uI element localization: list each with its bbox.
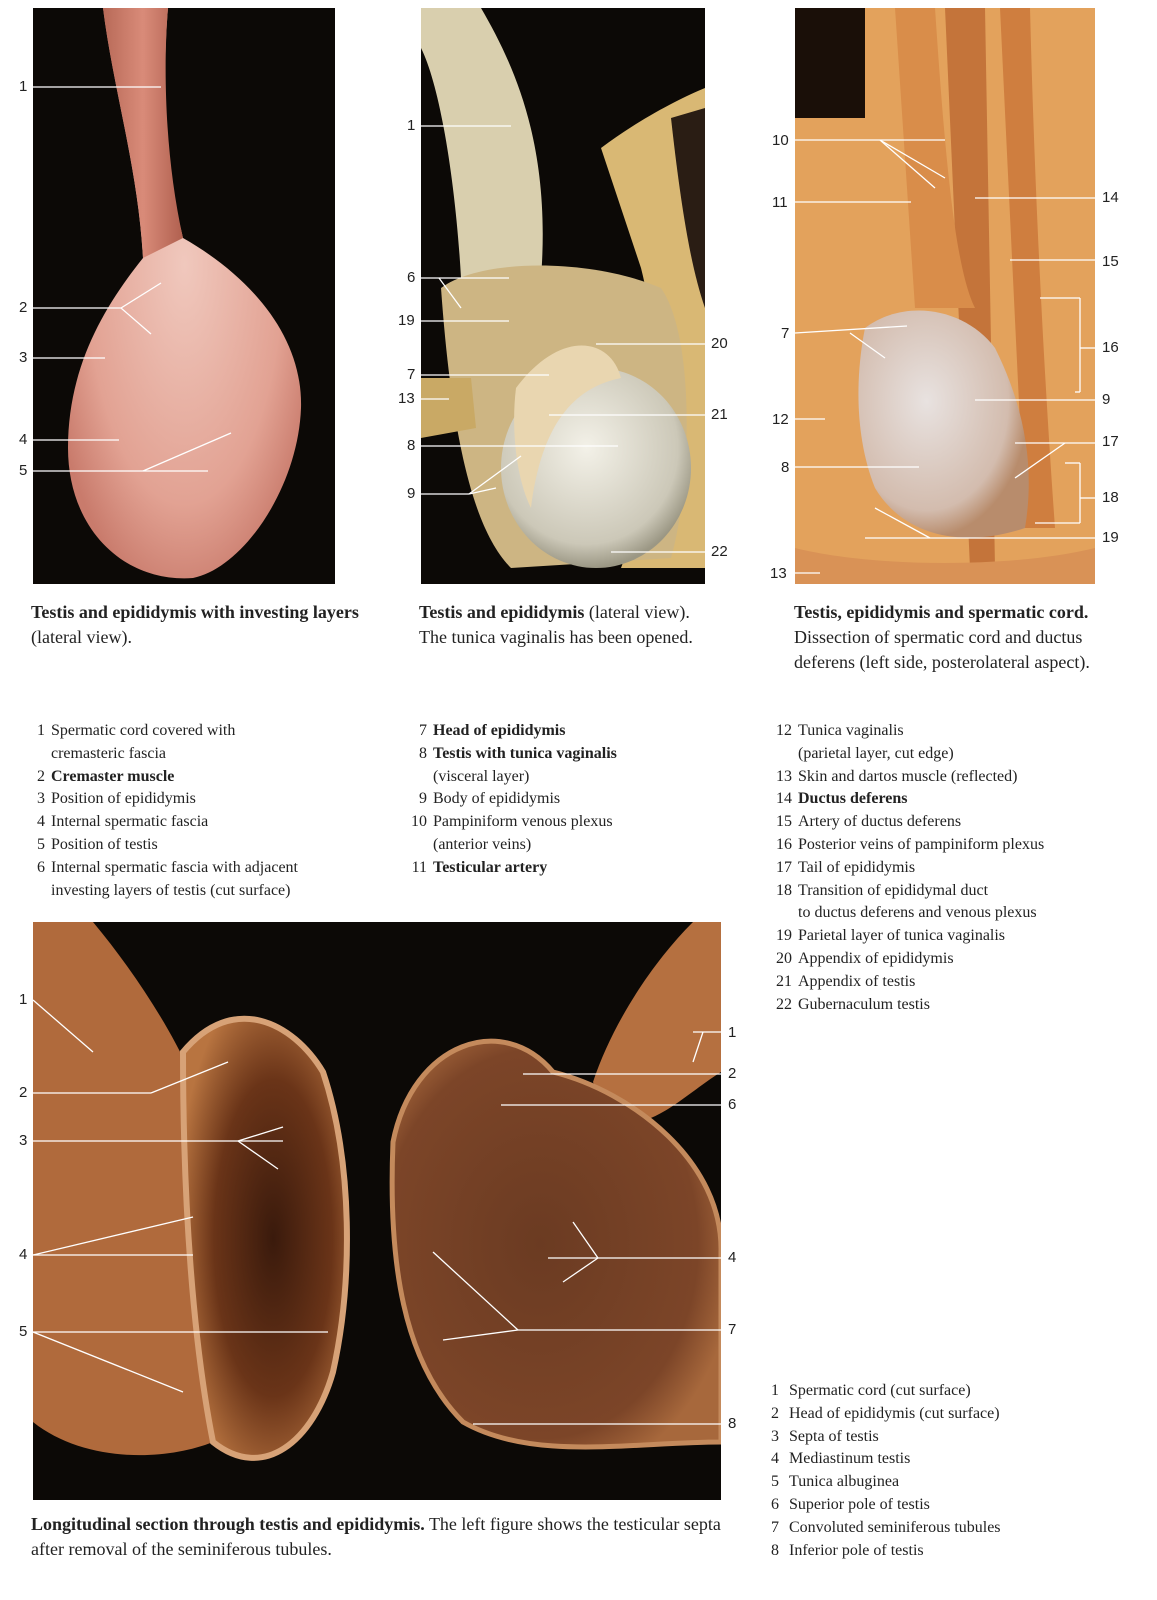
marker-1: 1 — [19, 78, 28, 95]
legend-item — [407, 811, 737, 857]
legend-item — [407, 788, 737, 811]
legend-item — [772, 994, 1152, 1017]
marker-13: 13 — [770, 565, 787, 582]
legend-item — [772, 857, 1152, 880]
legend-text: Appendix of testis — [798, 972, 916, 990]
legend-item — [407, 743, 737, 789]
legend-text: Superior pole of testis — [789, 1495, 930, 1513]
legend-item — [25, 857, 385, 903]
legend-text-continued: cremasteric fascia — [51, 744, 167, 762]
legend-text-continued: to ductus deferens and venous plexus — [798, 904, 1037, 922]
legend-item — [765, 1380, 1145, 1403]
marker-4: 4 — [728, 1249, 737, 1266]
photo-drawing — [421, 8, 705, 584]
legend-number: 8 — [419, 744, 427, 762]
legend-text: Inferior pole of testis — [789, 1541, 924, 1559]
legend-text: Ductus deferens — [798, 790, 908, 808]
legend-text: Spermatic cord (cut surface) — [789, 1382, 971, 1399]
legend-item — [765, 1403, 1145, 1426]
legend-number: 14 — [776, 790, 792, 808]
legend-number: 3 — [37, 790, 45, 808]
legend-text: Internal spermatic fascia with adjacent — [51, 858, 298, 876]
legend-list-a — [25, 720, 385, 902]
legend-number: 13 — [776, 767, 792, 785]
legend-number: 12 — [776, 722, 792, 739]
legend-text: Pampiniform venous plexus — [433, 813, 613, 831]
marker-8: 8 — [781, 459, 790, 476]
legend-text: Skin and dartos muscle (reflected) — [798, 767, 1018, 785]
marker-12: 12 — [772, 411, 789, 428]
marker-20: 20 — [711, 335, 728, 352]
legend-item — [25, 720, 385, 766]
legend-item — [772, 834, 1152, 857]
legend-number: 6 — [771, 1495, 779, 1513]
legend-item — [772, 766, 1152, 789]
legend-list-c — [772, 720, 1152, 1016]
marker-16: 16 — [1102, 339, 1119, 356]
legend-number: 5 — [37, 835, 45, 853]
legend-number: 7 — [419, 722, 427, 739]
legend-item — [772, 971, 1152, 994]
legend-number: 1 — [771, 1382, 779, 1399]
legend-text: Artery of ductus deferens — [798, 813, 962, 831]
legend-text: Position of testis — [51, 835, 158, 853]
legend-number: 3 — [771, 1427, 779, 1445]
marker-5: 5 — [19, 462, 28, 479]
photo-testis-tunica-opened — [421, 8, 705, 584]
legend-list-d — [765, 1380, 1145, 1562]
legend-item — [772, 811, 1152, 834]
photo-drawing — [33, 8, 335, 584]
marker-17: 17 — [1102, 433, 1119, 450]
legend-item — [25, 811, 385, 834]
legend-text-continued: (parietal layer, cut edge) — [798, 744, 954, 762]
legend-item — [772, 720, 1152, 766]
legend-number: 7 — [771, 1518, 779, 1536]
legend-number: 18 — [776, 881, 792, 899]
legend-text: Body of epididymis — [433, 790, 561, 808]
marker-1: 1 — [407, 117, 416, 134]
marker-19: 19 — [1102, 529, 1119, 546]
legend-number: 22 — [776, 995, 792, 1013]
photo-testis-investing-layers — [33, 8, 335, 584]
photo-drawing — [33, 922, 721, 1500]
legend-item — [765, 1426, 1145, 1449]
marker-8: 8 — [728, 1415, 737, 1432]
marker-10: 10 — [772, 132, 789, 149]
marker-4: 4 — [19, 431, 28, 448]
marker-9: 9 — [407, 485, 416, 502]
legend-text: Parietal layer of tunica vaginalis — [798, 927, 1006, 945]
legend-text: Posterior veins of pampiniform plexus — [798, 835, 1045, 853]
marker-15: 15 — [1102, 253, 1119, 270]
marker-11: 11 — [772, 194, 788, 211]
legend-number: 1 — [37, 722, 45, 739]
marker-9: 9 — [1102, 391, 1111, 408]
legend-text: Position of epididymis — [51, 790, 196, 808]
marker-2: 2 — [19, 1084, 28, 1101]
legend-text-continued: investing layers of testis (cut surface) — [51, 881, 291, 899]
legend-number: 2 — [37, 767, 45, 785]
photo-spermatic-cord-dissection — [795, 8, 1095, 584]
legend-text: Cremaster muscle — [51, 767, 175, 785]
marker-7: 7 — [407, 366, 416, 383]
legend-number: 8 — [771, 1541, 779, 1559]
legend-text: Mediastinum testis — [789, 1450, 911, 1468]
marker-21: 21 — [711, 406, 728, 423]
legend-item — [765, 1517, 1145, 1540]
legend-text: Internal spermatic fascia — [51, 813, 209, 831]
photo-longitudinal-section — [33, 922, 721, 1500]
legend-item — [765, 1448, 1145, 1471]
marker-5: 5 — [19, 1323, 28, 1340]
marker-6: 6 — [407, 269, 416, 286]
marker-1: 1 — [728, 1024, 737, 1041]
marker-22: 22 — [711, 543, 728, 560]
marker-19: 19 — [398, 312, 415, 329]
legend-item — [772, 948, 1152, 971]
legend-number: 6 — [37, 858, 45, 876]
legend-text: Tunica albuginea — [789, 1473, 900, 1491]
legend-item — [25, 834, 385, 857]
legend-text: Head of epididymis — [433, 722, 566, 739]
legend-text-continued: (visceral layer) — [433, 767, 530, 785]
legend-text: Appendix of epididymis — [798, 949, 954, 967]
legend-item — [407, 857, 737, 880]
legend-text: Convoluted seminiferous tubules — [789, 1518, 1001, 1536]
marker-7: 7 — [781, 325, 790, 342]
legend-item — [765, 1494, 1145, 1517]
photo-drawing — [795, 8, 1095, 584]
legend-item — [772, 788, 1152, 811]
legend-number: 9 — [419, 790, 427, 808]
legend-text: Spermatic cord covered with — [51, 722, 236, 739]
marker-2: 2 — [19, 299, 28, 316]
legend-item — [772, 925, 1152, 948]
legend-item — [25, 766, 385, 789]
legend-number: 5 — [771, 1473, 779, 1491]
legend-number: 11 — [411, 858, 427, 876]
legend-text: Testis with tunica vaginalis — [433, 744, 617, 762]
legend-number: 16 — [776, 835, 792, 853]
marker-18: 18 — [1102, 489, 1119, 506]
legend-text: Transition of epididymal duct — [798, 881, 989, 899]
marker-2: 2 — [728, 1065, 737, 1082]
marker-8: 8 — [407, 437, 416, 454]
legend-number: 2 — [771, 1404, 779, 1422]
marker-3: 3 — [19, 1132, 28, 1149]
legend-number: 17 — [776, 858, 792, 876]
legend-text: Gubernaculum testis — [798, 995, 930, 1013]
legend-number: 10 — [411, 813, 427, 831]
legend-item — [765, 1471, 1145, 1494]
legend-text: Testicular artery — [433, 858, 548, 876]
legend-text: Tail of epididymis — [798, 858, 916, 876]
marker-3: 3 — [19, 349, 28, 366]
legend-number: 15 — [776, 813, 792, 831]
legend-text-continued: (anterior veins) — [433, 835, 532, 853]
legend-text: Head of epididymis (cut surface) — [789, 1404, 1000, 1422]
legend-number: 20 — [776, 949, 792, 967]
legend-number: 19 — [776, 927, 792, 945]
legend-item — [772, 880, 1152, 926]
marker-4: 4 — [19, 1246, 28, 1263]
caption-fig2: Testis and epididymis (lateral view). The tunica vaginalis has been opened. — [419, 602, 693, 647]
legend-number: 4 — [771, 1450, 779, 1468]
legend-item — [407, 720, 737, 743]
marker-14: 14 — [1102, 189, 1119, 206]
marker-6: 6 — [728, 1096, 737, 1113]
caption-fig3: Testis, epididymis and spermatic cord. Dissection of spermatic cord and ductus deferens (left side, posterolateral aspect). — [794, 602, 1090, 672]
marker-1: 1 — [19, 991, 28, 1008]
legend-text: Septa of testis — [789, 1427, 879, 1445]
caption-fig4: Longitudinal section through testis and epididymis. The left figure shows the testicular septa after removal of the seminiferous tubules. — [31, 1514, 721, 1559]
legend-number: 4 — [37, 813, 45, 831]
legend-item — [765, 1540, 1145, 1563]
marker-7: 7 — [728, 1321, 737, 1338]
caption-fig1: Testis and epididymis with investing layers (lateral view). — [31, 602, 359, 647]
legend-item — [25, 788, 385, 811]
legend-list-b — [407, 720, 737, 880]
marker-13: 13 — [398, 390, 415, 407]
legend-number: 21 — [776, 972, 792, 990]
legend-text: Tunica vaginalis — [798, 722, 904, 739]
